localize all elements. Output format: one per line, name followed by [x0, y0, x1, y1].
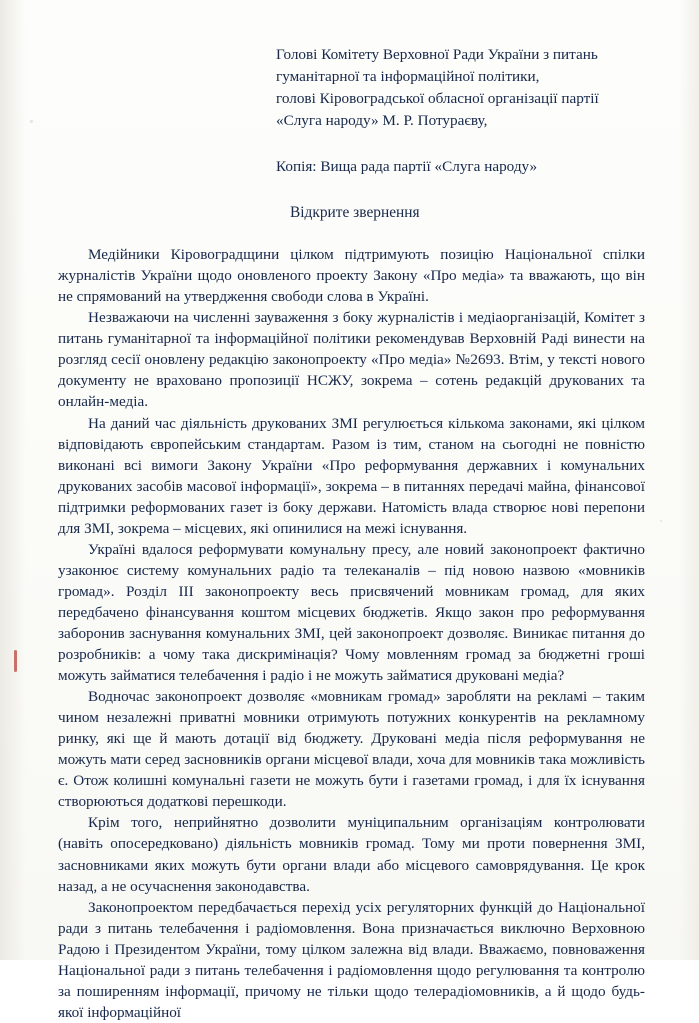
document-title: Відкрите звернення — [290, 204, 420, 222]
body-paragraph: Україні вдалося реформувати комунальну пресу, але новий законопроект фактично узаконює систему комунальних радіо та телеканалів – під новою назвою «мовників громад». Розділ III законопроекту весь присвячений мовникам громад, для яких передбачено фінансування коштом місцевих бюджетів. Якщо закон про реформування заборонив заснування комунальних ЗМІ, цей законопроект дозволяє. Виникає питання до розробників: а чому така дискримінація? Чому мовленням громад за бюджетні гроші можуть займатися телебачення і радіо і не можуть займатися друковані медіа? — [58, 540, 645, 685]
body-paragraph: Незважаючи на численні зауваження з боку журналістів і медіаорганізацій, Комітет з питань гуманітарної та інформаційної політики рекомендував Верховній Раді винести на розгляд сесії оновлену редакцію законопроекту «Про медіа» №2693. Втім, у тексті нового документу не враховано пропозиції НСЖУ, зокрема – сотень редакцій друкованих та онлайн-медіа. — [58, 309, 645, 411]
body-paragraph: Водночас законопроект дозволяє «мовникам громад» заробляти на рекламі – таким чином незалежні приватні мовники отримують потужних конкурентів на рекламному ринку, які ще й мають дотації від бюджету. Друковані медіа після реформування не можуть мати серед засновників органи місцевої влади, хоча для мовників така можливість є. Отож колишні комунальні газети не можуть бути і газетами громад, і для їх існування створюються додаткові перешкоди. — [58, 688, 645, 811]
body-paragraph: На даний час діяльність друкованих ЗМІ регулюється кількома законами, які цілком відповідають європейським стандартам. Разом із тим, станом на сьогодні не повністю виконані всі вимоги Закону України «Про реформування державних і комунальних друкованих засобів масової інформації», зокрема – в питаннях передачі майна, фінансової підтримки реформованих газет із боку держави. Натомість влада створює нові перепони для ЗМІ, зокрема – місцевих, які опинилися на межі існування. — [58, 414, 645, 537]
paper-speck — [660, 520, 662, 522]
body-paragraph: Крім того, неприйнятно дозволити муніципальним організаціям контролювати (навіть опосередковано) діяльність мовників громад. Тому ми проти повернення ЗМІ, засновниками яких можуть бути органи влади або місцевого самоврядування. Це крок назад, а не осучаснення законодавства. — [58, 814, 645, 895]
addressee-block — [276, 44, 645, 132]
body-paragraph: Законопроектом передбачається перехід усіх регуляторних функцій до Національної ради з питань телебачення і радіомовлення. Вона призначається виключно Верховною Радою і Президентом України, тому цілком залежна від влади. Вважаємо, повноваження Національної ради з питань телебачення і радіомовлення щодо регулювання та контролю за поширенням інформації, причому не тільки щодо телерадіомовників, а й щодо будь-якої інформаційної — [58, 898, 645, 1021]
document-body — [58, 244, 645, 1023]
margin-mark — [14, 650, 17, 672]
body-paragraph: Медійники Кіровоградщини цілком підтримують позицію Національної спілки журналістів України щодо оновленого проекту Закону «Про медіа» та вважають, що він не спрямований на утвердження свободи слова в Україні. — [58, 246, 645, 306]
addressee-line-2: гуманітарної та інформаційної політики, — [276, 68, 540, 86]
addressee-line-3: голові Кіровоградської обласної організації партії — [276, 90, 599, 108]
copy-recipient-line: Копія: Вища рада партії «Слуга народу» — [276, 158, 538, 176]
addressee-line-4: «Слуга народу» М. Р. Потураєву, — [276, 112, 488, 130]
addressee-line-1: Голові Комітету Верховної Ради України з питань — [276, 46, 598, 63]
paper-speck — [30, 120, 33, 123]
